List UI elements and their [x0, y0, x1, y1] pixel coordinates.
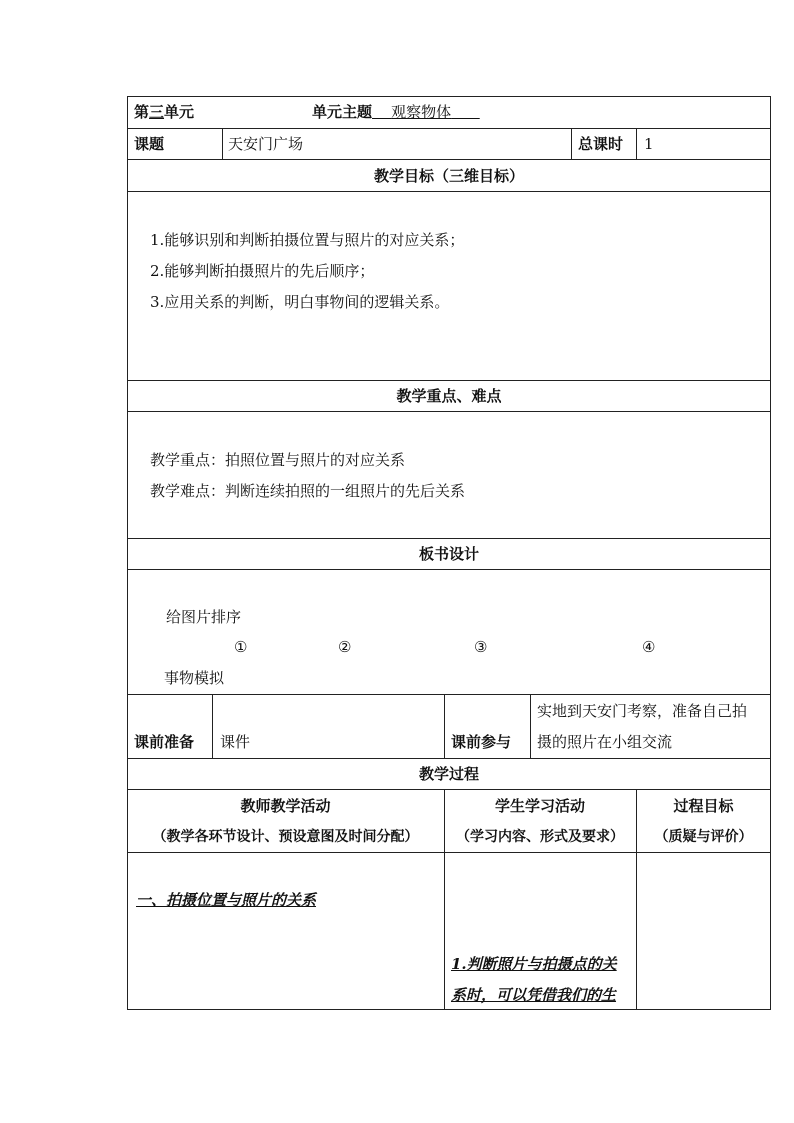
col-divider	[636, 789, 637, 1010]
col-goal-title: 过程目标	[673, 797, 734, 815]
row-divider	[127, 538, 771, 539]
row-divider	[127, 128, 771, 129]
total-hours-value: 1	[644, 135, 654, 153]
process-heading: 教学过程	[418, 765, 479, 783]
board-heading: 板书设计	[418, 545, 479, 563]
lesson-title-value: 天安门广场	[228, 135, 304, 153]
participate-line: 实地到天安门考察，准备自己拍	[537, 702, 748, 720]
board-line-simulation: 事物模拟	[164, 669, 225, 687]
goal-item: 3.应用关系的判断，明白事物间的逻辑关系。	[150, 293, 450, 311]
col-divider	[444, 694, 445, 758]
goal-item: 2.能够判断拍摄照片的先后顺序；	[150, 262, 375, 280]
col-divider	[444, 789, 445, 1010]
row-divider	[127, 569, 771, 570]
student-activity-line: 系时，可以凭借我们的生	[451, 986, 617, 1004]
total-hours-label: 总课时	[578, 135, 624, 153]
row-divider	[127, 159, 771, 160]
row-divider	[127, 380, 771, 381]
unit-theme: 单元主题 观察物体	[312, 103, 452, 121]
prep-label: 课前准备	[134, 733, 195, 751]
col-divider	[530, 694, 531, 758]
col-divider	[212, 694, 213, 758]
row-divider	[127, 789, 771, 790]
col-teacher-title: 教师教学活动	[240, 797, 331, 815]
col-divider	[222, 128, 223, 159]
row-divider	[127, 694, 771, 695]
board-marker: ④	[642, 638, 656, 656]
col-divider	[571, 128, 572, 159]
col-student-subtitle: （学习内容、形式及要求）	[456, 829, 624, 845]
col-student-title: 学生学习活动	[494, 797, 585, 815]
teaching-difficulty: 教学难点：判断连续拍照的一组照片的先后关系	[150, 482, 466, 500]
unit-label: 第三单元	[134, 103, 195, 121]
teaching-focus: 教学重点：拍照位置与照片的对应关系	[150, 451, 406, 469]
key-points-heading: 教学重点、难点	[396, 387, 502, 405]
goals-heading: 教学目标（三维目标）	[373, 167, 524, 185]
process-section-title: 一、拍摄位置与照片的关系	[136, 891, 317, 909]
board-marker: ③	[474, 638, 488, 656]
col-divider	[636, 128, 637, 159]
col-goal-subtitle: （质疑与评价）	[654, 829, 753, 845]
prep-value: 课件	[220, 733, 251, 751]
lesson-title-label: 课题	[134, 135, 165, 153]
board-marker: ①	[234, 638, 248, 656]
goal-item: 1.能够识别和判断拍摄位置与照片的对应关系；	[150, 231, 465, 249]
board-line-sort: 给图片排序	[166, 608, 242, 626]
participate-line: 摄的照片在小组交流	[537, 733, 673, 751]
row-divider	[127, 191, 771, 192]
participate-label: 课前参与	[451, 733, 512, 751]
row-divider	[127, 411, 771, 412]
board-marker: ②	[338, 638, 352, 656]
row-divider	[127, 852, 771, 853]
col-teacher-subtitle: （教学各环节设计、预设意图及时间分配）	[152, 829, 419, 845]
row-divider	[127, 758, 771, 759]
student-activity-line: 1.判断照片与拍摄点的关	[451, 955, 617, 973]
